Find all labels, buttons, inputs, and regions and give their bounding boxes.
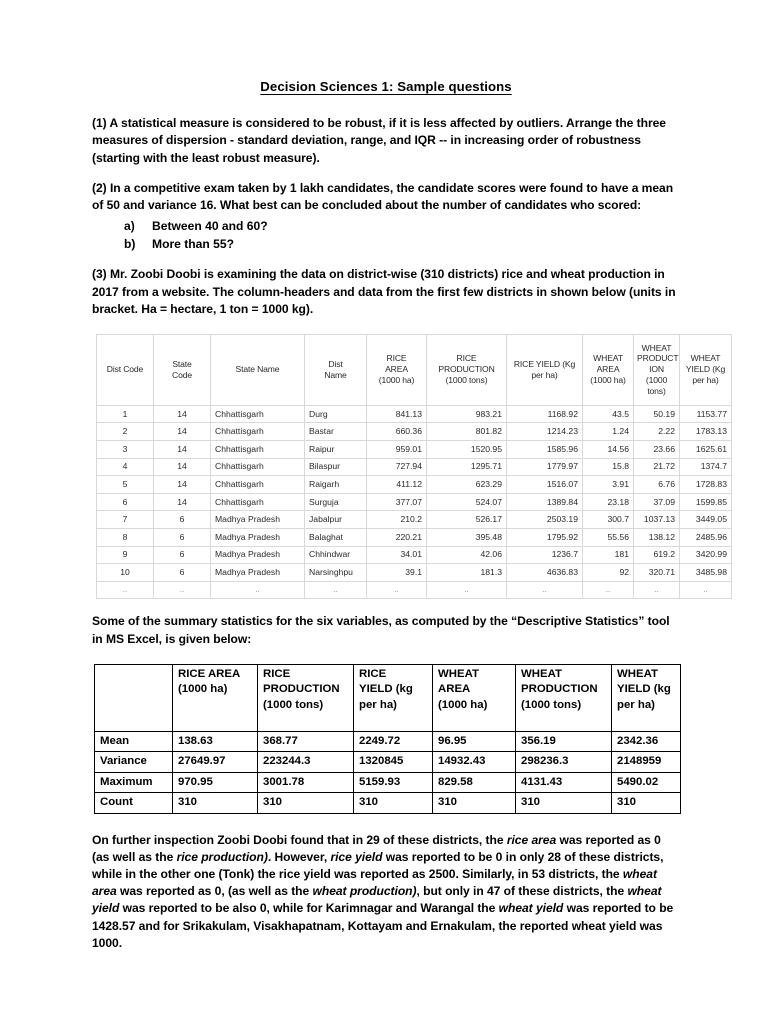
table-cell: 23.18: [583, 493, 634, 511]
table-cell: 1779.97: [507, 458, 583, 476]
body-text: was reported to be 0 in only 28 of these districts, while in the other one (Tonk) the rice yield was reported as 2500. Similarly, in 53 districts, the: [92, 849, 664, 882]
table-cell: 14: [154, 423, 211, 441]
table-cell: ..: [367, 581, 427, 599]
table-header-row: [95, 664, 681, 731]
column-header: State Code: [154, 334, 211, 405]
column-header: RICE PRODUCTION (1000 tons): [258, 664, 354, 731]
table-cell: 1320845: [354, 752, 433, 773]
table-cell: 9: [97, 546, 154, 564]
table-cell: Chhattisgarh: [211, 423, 305, 441]
column-header-corner: [95, 664, 173, 731]
table-cell: Raipur: [305, 441, 367, 459]
page-title: Decision Sciences 1: Sample questions: [260, 79, 512, 94]
row-label: Maximum: [95, 772, 173, 793]
table-cell: 841.13: [367, 405, 427, 423]
list-item: [124, 218, 680, 236]
table-cell: ..: [305, 581, 367, 599]
emphasis-text: wheat yield: [92, 884, 662, 916]
list-item-marker: a): [124, 219, 135, 234]
table-cell: 727.94: [367, 458, 427, 476]
table-cell: 377.07: [367, 493, 427, 511]
table-cell: 970.95: [173, 772, 258, 793]
body-text: . However,: [267, 849, 331, 864]
table-cell: 42.06: [427, 546, 507, 564]
table-row: [97, 546, 732, 564]
table-cell: 1389.84: [507, 493, 583, 511]
table-cell: 1625.61: [680, 441, 732, 459]
table-cell: 181: [583, 546, 634, 564]
table-cell: 181.3: [427, 564, 507, 582]
table-cell: Bastar: [305, 423, 367, 441]
table-cell: 4: [97, 458, 154, 476]
table-cell: 1.24: [583, 423, 634, 441]
emphasis-text: rice area: [506, 832, 557, 847]
table-cell: 3: [97, 441, 154, 459]
district-table-header-row: [97, 334, 732, 405]
table-cell: 300.7: [583, 511, 634, 529]
table-cell: 96.95: [433, 731, 516, 752]
table-cell: 6: [154, 529, 211, 547]
table-row: [97, 458, 732, 476]
table-cell: 1214.23: [507, 423, 583, 441]
table-cell: 14.56: [583, 441, 634, 459]
table-cell: 2503.19: [507, 511, 583, 529]
column-header: WHEAT AREA (1000 ha): [433, 664, 516, 731]
table-cell: 5490.02: [612, 772, 681, 793]
table-cell: 356.19: [516, 731, 612, 752]
table-cell: 1037.13: [634, 511, 680, 529]
table-cell: 2342.36: [612, 731, 681, 752]
table-cell: 368.77: [258, 731, 354, 752]
table-cell: ..: [427, 581, 507, 599]
table-row: [97, 493, 732, 511]
column-header: Dist Code: [97, 334, 154, 405]
column-header: RICE AREA (1000 ha): [367, 334, 427, 405]
table-cell: 6: [154, 564, 211, 582]
row-label: Variance: [95, 752, 173, 773]
table-cell: 37.09: [634, 493, 680, 511]
table-cell: 2249.72: [354, 731, 433, 752]
table-cell: Madhya Pradesh: [211, 564, 305, 582]
table-cell: 6.76: [634, 476, 680, 494]
table-cell: Surguja: [305, 493, 367, 511]
table-row-ellipsis: [97, 581, 732, 599]
table-cell: 1728.83: [680, 476, 732, 494]
table-cell: 298236.3: [516, 752, 612, 773]
table-cell: 27649.97: [173, 752, 258, 773]
column-header: RICE YIELD (Kg per ha): [507, 334, 583, 405]
table-cell: 3.91: [583, 476, 634, 494]
table-cell: 2.22: [634, 423, 680, 441]
table-row: [97, 529, 732, 547]
table-row: [97, 423, 732, 441]
table-cell: 34.01: [367, 546, 427, 564]
table-cell: 2148959: [612, 752, 681, 773]
table-cell: 959.01: [367, 441, 427, 459]
table-header-row: [97, 334, 732, 405]
table-cell: Balaghat: [305, 529, 367, 547]
table-cell: 310: [354, 793, 433, 814]
table-cell: Durg: [305, 405, 367, 423]
table-cell: 4131.43: [516, 772, 612, 793]
table-cell: 138.63: [173, 731, 258, 752]
table-cell: Jabalpur: [305, 511, 367, 529]
list-item: [124, 236, 680, 254]
table-cell: 2: [97, 423, 154, 441]
column-header: RICE YIELD (kg per ha): [354, 664, 433, 731]
table-cell: 829.58: [433, 772, 516, 793]
column-header: WHEAT YIELD (Kg per ha): [680, 334, 732, 405]
table-row: [97, 564, 732, 582]
column-header: WHEAT PRODUCT ION (1000 tons): [634, 334, 680, 405]
table-cell: 1516.07: [507, 476, 583, 494]
table-row: [95, 731, 681, 752]
table-cell: ..: [211, 581, 305, 599]
table-cell: ..: [154, 581, 211, 599]
table-cell: Madhya Pradesh: [211, 546, 305, 564]
table-cell: 619.2: [634, 546, 680, 564]
emphasis-text: wheat production): [312, 884, 417, 899]
table-cell: 6: [97, 493, 154, 511]
table-row: [97, 405, 732, 423]
table-cell: Chhattisgarh: [211, 441, 305, 459]
table-cell: 1153.77: [680, 405, 732, 423]
table-cell: 55.56: [583, 529, 634, 547]
table-cell: 1795.92: [507, 529, 583, 547]
table-cell: 1168.92: [507, 405, 583, 423]
question-2-options: [92, 218, 680, 253]
table-cell: 14: [154, 405, 211, 423]
summary-table-body: [95, 731, 681, 813]
table-cell: 320.71: [634, 564, 680, 582]
table-cell: 1374.7: [680, 458, 732, 476]
table-cell: 6: [154, 511, 211, 529]
table-cell: 6: [154, 546, 211, 564]
table-cell: 660.36: [367, 423, 427, 441]
district-table-body: [97, 405, 732, 599]
table-cell: Narsinghpu: [305, 564, 367, 582]
table-cell: 14: [154, 441, 211, 459]
list-item-marker: b): [124, 236, 136, 251]
emphasis-text: rice yield: [330, 849, 383, 864]
table-row: [97, 476, 732, 494]
table-cell: Chhattisgarh: [211, 458, 305, 476]
column-header: State Name: [211, 334, 305, 405]
table-cell: 3485.98: [680, 564, 732, 582]
table-cell: 310: [612, 793, 681, 814]
table-cell: ..: [97, 581, 154, 599]
table-cell: 411.12: [367, 476, 427, 494]
table-cell: 43.5: [583, 405, 634, 423]
table-cell: 14: [154, 493, 211, 511]
table-cell: 220.21: [367, 529, 427, 547]
table-cell: Chhindwar: [305, 546, 367, 564]
table-cell: 5159.93: [354, 772, 433, 793]
body-text: On further inspection Zoobi Doobi found that in 29 of these districts, the: [92, 832, 507, 847]
body-text: was reported as 0 (as well as the: [92, 832, 661, 864]
table-cell: 7: [97, 511, 154, 529]
row-label: Count: [95, 793, 173, 814]
list-item-label: More than 55?: [152, 236, 234, 251]
column-header: Dist Name: [305, 334, 367, 405]
table-cell: 39.1: [367, 564, 427, 582]
district-data-table-container: [96, 334, 727, 600]
table-cell: 310: [516, 793, 612, 814]
table-cell: 10: [97, 564, 154, 582]
table-cell: 14932.43: [433, 752, 516, 773]
table-cell: Madhya Pradesh: [211, 529, 305, 547]
table-cell: 8: [97, 529, 154, 547]
list-item-label: Between 40 and 60?: [152, 219, 268, 234]
column-header: WHEAT PRODUCTION (1000 tons): [516, 664, 612, 731]
body-text: was reported to be 1428.57 and for Srikakulam, Visakhapatnam, Kottayam and Ernakulam, the reported wheat yield was 1000.: [92, 901, 674, 950]
question-2-intro-text: (2) In a competitive exam taken by 1 lakh candidates, the candidate scores were found to have a mean of 50 and variance 16. What best can be concluded about the number of candidates who scored:: [92, 180, 674, 212]
table-cell: 1520.95: [427, 441, 507, 459]
table-cell: Chhattisgarh: [211, 493, 305, 511]
body-text: was reported as 0, (as well as the: [116, 884, 313, 899]
column-header: RICE AREA (1000 ha): [173, 664, 258, 731]
table-cell: 223244.3: [258, 752, 354, 773]
table-cell: 1599.85: [680, 493, 732, 511]
table-cell: 50.19: [634, 405, 680, 423]
table-row: [97, 441, 732, 459]
table-cell: 1: [97, 405, 154, 423]
table-cell: 310: [258, 793, 354, 814]
table-cell: 3420.99: [680, 546, 732, 564]
table-cell: 21.72: [634, 458, 680, 476]
column-header: WHEAT YIELD (kg per ha): [612, 664, 681, 731]
table-cell: 1295.71: [427, 458, 507, 476]
table-cell: 3449.05: [680, 511, 732, 529]
table-cell: 310: [433, 793, 516, 814]
table-cell: 14: [154, 476, 211, 494]
table-cell: 1236.7: [507, 546, 583, 564]
table-cell: 2485.96: [680, 529, 732, 547]
table-row: [97, 511, 732, 529]
table-cell: 4636.83: [507, 564, 583, 582]
table-cell: 983.21: [427, 405, 507, 423]
table-cell: 92: [583, 564, 634, 582]
table-cell: ..: [507, 581, 583, 599]
table-cell: Madhya Pradesh: [211, 511, 305, 529]
question-3-text: (3) Mr. Zoobi Doobi is examining the data on district-wise (310 districts) rice and wheat production in 2017 from a website. The column-headers and data from the first few districts in shown below (units in bracket. Ha = hectare, 1 ton = 1000 kg).: [92, 267, 676, 316]
table-cell: 1783.13: [680, 423, 732, 441]
final-paragraph-text: [92, 832, 680, 952]
emphasis-text: wheat yield: [498, 901, 564, 916]
summary-statistics-table: [94, 664, 681, 814]
emphasis-text: wheat area: [92, 867, 657, 899]
row-label: Mean: [95, 731, 173, 752]
district-data-table: [96, 334, 732, 600]
column-header: RICE PRODUCTION (1000 tons): [427, 334, 507, 405]
table-cell: 23.66: [634, 441, 680, 459]
table-cell: 3001.78: [258, 772, 354, 793]
table-cell: Raigarh: [305, 476, 367, 494]
table-cell: Bilaspur: [305, 458, 367, 476]
table-cell: 801.82: [427, 423, 507, 441]
column-header: WHEAT AREA (1000 ha): [583, 334, 634, 405]
table-row: [95, 752, 681, 773]
table-cell: 14: [154, 458, 211, 476]
table-cell: 1585.96: [507, 441, 583, 459]
table-cell: ..: [583, 581, 634, 599]
table-cell: Chhattisgarh: [211, 476, 305, 494]
question-1-text: (1) A statistical measure is considered to be robust, if it is less affected by outliers. Arrange the three measures of dispersion - standard deviation, range, and IQR -- in increasing order of robustness (starting with the least robust measure).: [92, 116, 666, 165]
table-cell: 5: [97, 476, 154, 494]
table-cell: 15.8: [583, 458, 634, 476]
table-row: [95, 772, 681, 793]
table-cell: 623.29: [427, 476, 507, 494]
table-cell: ..: [634, 581, 680, 599]
table-cell: 395.48: [427, 529, 507, 547]
table-cell: 138.12: [634, 529, 680, 547]
body-text: was reported to be also 0, while for Karimnagar and Warangal the: [119, 901, 499, 916]
table-cell: 526.17: [427, 511, 507, 529]
table-row: [95, 793, 681, 814]
table-cell: 210.2: [367, 511, 427, 529]
emphasis-text: rice production): [176, 849, 268, 864]
table-cell: ..: [680, 581, 732, 599]
body-text: , but only in 47 of these districts, the: [416, 884, 628, 899]
summary-intro-text: Some of the summary statistics for the six variables, as computed by the “Descriptive Statistics” tool in MS Excel, is given below:: [92, 614, 670, 646]
table-cell: Chhattisgarh: [211, 405, 305, 423]
table-cell: 524.07: [427, 493, 507, 511]
summary-statistics-table-container: [94, 664, 680, 814]
table-cell: 310: [173, 793, 258, 814]
